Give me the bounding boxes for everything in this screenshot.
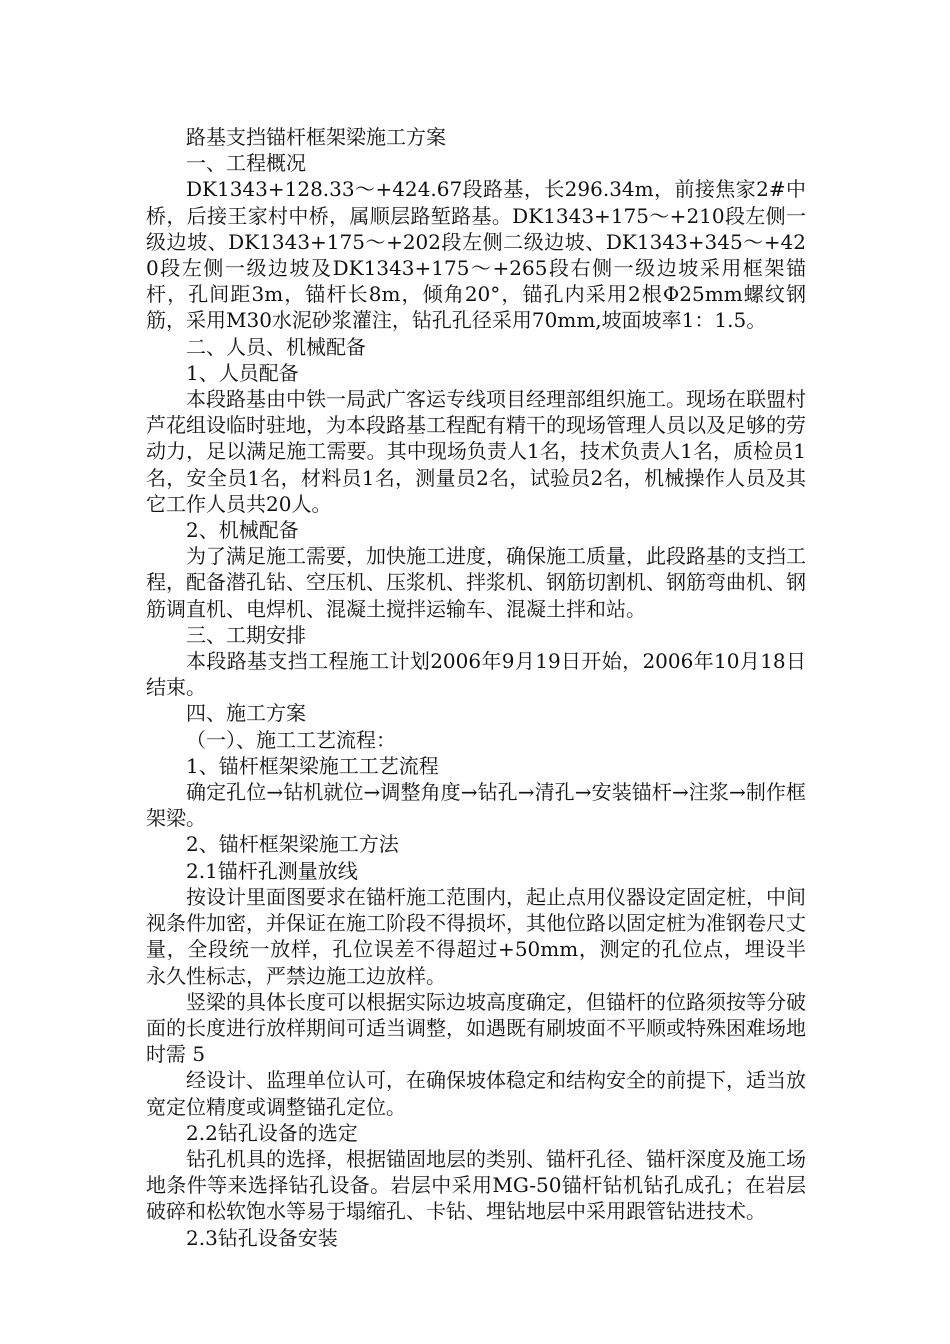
subheading-2-1: 2.1锚杆孔测量放线 [186,858,358,883]
section-heading-1: 一、工程概况 [186,151,306,176]
subheading-machinery: 2、机械配备 [186,518,299,543]
subheading-2-2: 2.2钻孔设备的选定 [186,1120,358,1145]
subheading-anchor-frame-flow: 1、锚杆框架梁施工工艺流程 [186,753,439,778]
section-heading-4: 四、施工方案 [186,701,306,726]
paragraph-approval: 经设计、监理单位认可，在确保坡体稳定和结构安全的前提下，适当放宽定位精度或调整锚孔定位。 [146,1068,806,1119]
subheading-construction-method: 2、锚杆框架梁施工方法 [186,832,399,857]
paragraph-drill-selection: 钻孔机具的选择，根据锚固地层的类别、锚杆孔径、锚杆深度及施工场地条件等来选择钻孔设备。岩层中采用MG-50锚杆钻机钻孔成孔；在岩层破碎和松软饱水等易于塌缩孔、卡钻、埋钻地层中采用跟管钻进技术。 [146,1146,806,1224]
subheading-2-3: 2.3钻孔设备安装 [186,1225,338,1250]
document-body [146,124,806,1251]
section-heading-2: 二、人员、机械配备 [186,334,366,359]
paragraph-machinery: 为了满足施工需要，加快施工进度，确保施工质量，此段路基的支挡工程，配备潜孔钻、空压机、压浆机、拌浆机、钢筋切割机、钢筋弯曲机、钢筋调直机、电焊机、混凝土搅拌运输车、混凝土拌和站。 [146,544,806,621]
paragraph-staffing: 本段路基由中铁一局武广客运专线项目经理部组织施工。现场在联盟村芦花组设临时驻地，为本段路基工程配有精干的现场管理人员以及足够的劳动力，足以满足施工需要。其中现场负责人1名，技术负责人1名，质检员1名，安全员1名，材料员1名，测量员2名，试验员2名，机械操作人员及其它工作人员共20人。 [146,387,806,516]
paragraph-survey-layout: 按设计里面图要求在锚杆施工范围内，起止点用仪器设定固定桩，中间视条件加密，并保证在施工阶段不得损坏，其他位路以固定桩为准钢卷尺丈量，全段统一放样，孔位误差不得超过+50mm，测定的孔位点，埋设半永久性标志，严禁边施工边放样。 [146,884,806,988]
paragraph-vertical-beam: 竖梁的具体长度可以根据实际边坡高度确定，但锚杆的位路须按等分破面的长度进行放样期间可适当调整，如遇既有刷坡面不平顺或特殊困难场地时需 5 [146,989,806,1067]
paragraph-process-steps: 确定孔位→钻机就位→调整角度→钻孔→清孔→安装锚杆→注浆→制作框架梁。 [146,780,806,831]
section-heading-3: 三、工期安排 [186,622,306,647]
paragraph-project-overview: DK1343+128.33～+424.67段路基，长296.34m，前接焦家2#中桥，后接王家村中桥，属顺层路堑路基。DK1343+175～+210段左侧一级边坡、DK1343+175～+202段左侧二级边坡、DK1343+345～+420段左侧一级边坡及DK1343+175～+265段右侧一级边坡采用框架锚杆，孔间距3m，锚杆长8m，倾角20°，锚孔内采用2根Φ25mm螺纹钢筋，采用M30水泥砂浆灌注，钻孔孔径采用70mm,坡面坡率1：1.5。 [146,177,806,333]
subheading-staffing: 1、人员配备 [186,360,299,385]
subheading-process-flow: （一）、施工工艺流程： [186,727,396,752]
paragraph-schedule: 本段路基支挡工程施工计划2006年9月19日开始，2006年10月18日结束。 [146,649,806,700]
document-title: 路基支挡锚杆框架梁施工方案 [186,125,446,149]
